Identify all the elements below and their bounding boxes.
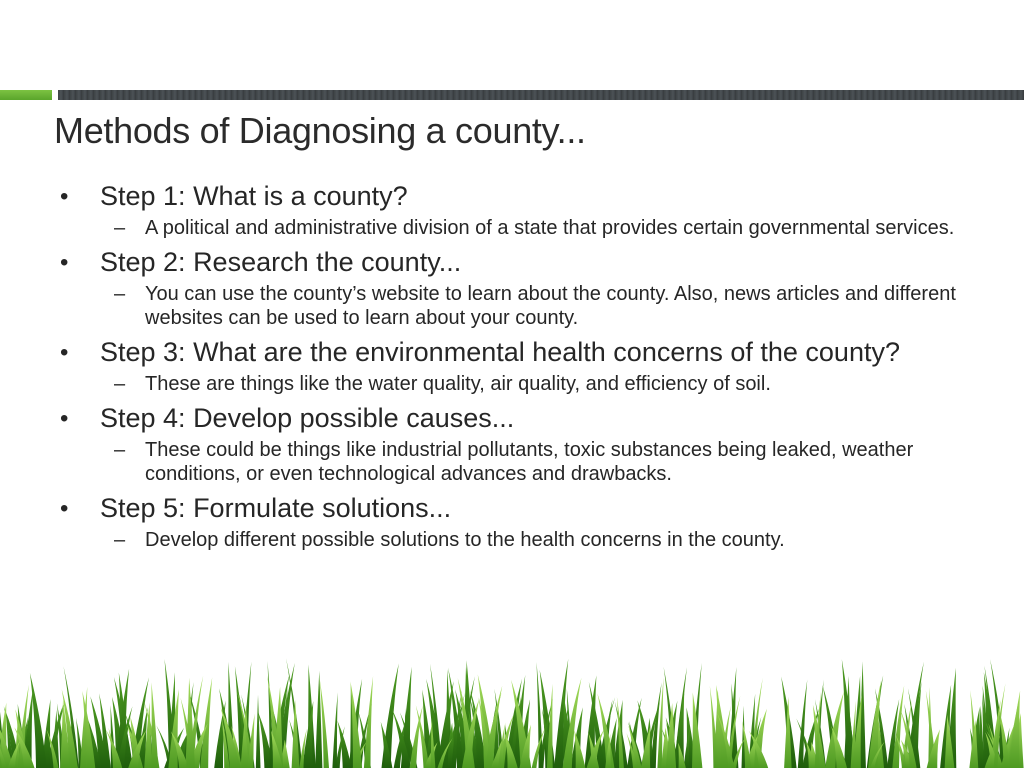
step-detail — [100, 282, 980, 330]
grass-blade — [151, 682, 158, 768]
step-item-2 — [60, 246, 980, 330]
dash-icon: – — [114, 529, 126, 551]
bullet-icon: • — [60, 183, 69, 210]
step-item-5 — [60, 492, 980, 552]
slide-title: Methods of Diagnosing a county... — [54, 110, 586, 151]
step-label: Step 3: What are the environmental health concerns of the county? — [100, 337, 900, 367]
step-details — [100, 528, 980, 552]
bullet-icon: • — [60, 339, 69, 366]
grass-blade — [410, 705, 423, 768]
step-details — [100, 216, 980, 240]
bullet-icon: • — [60, 249, 69, 276]
grass-blade — [30, 673, 47, 768]
dash-icon: – — [114, 439, 126, 461]
grass-blade — [382, 663, 399, 768]
step-label: Step 4: Develop possible causes... — [100, 403, 515, 433]
step-label: Step 5: Formulate solutions... — [100, 493, 452, 523]
step-detail-text: You can use the county’s website to learn about the county. Also, news articles and different websites can be used to learn about your county. — [145, 283, 956, 329]
grass-decoration — [0, 643, 1024, 768]
dash-icon: – — [114, 373, 126, 395]
grass-blade — [200, 677, 212, 768]
dash-icon: – — [114, 217, 126, 239]
bullet-icon: • — [60, 405, 69, 432]
step-item-4 — [60, 402, 980, 486]
step-details — [100, 282, 980, 330]
accent-bar-green — [0, 90, 52, 100]
grass-blade — [256, 695, 261, 768]
grass-blade — [364, 676, 373, 768]
step-detail-text: Develop different possible solutions to the health concerns in the county. — [145, 529, 785, 551]
grass-blade — [332, 692, 337, 768]
step-label: Step 2: Research the county... — [100, 247, 462, 277]
dash-icon: – — [114, 283, 126, 305]
step-detail — [100, 438, 980, 486]
step-detail — [100, 528, 980, 552]
step-label: Step 1: What is a county? — [100, 181, 408, 211]
grass-blades — [0, 658, 1024, 768]
step-detail-text: These could be things like industrial pollutants, toxic substances being leaked, weather conditions, or even technological advances and drawbacks. — [145, 439, 914, 485]
step-details — [100, 372, 980, 396]
step-item-1 — [60, 180, 980, 240]
step-item-3 — [60, 336, 980, 396]
step-detail-text: A political and administrative division of a state that provides certain governmental services. — [145, 217, 955, 239]
grass-blade — [302, 701, 313, 768]
grass-blade — [315, 671, 322, 768]
grass-blade — [1009, 691, 1020, 768]
accent-bar-dark — [58, 90, 1024, 100]
step-details — [100, 438, 980, 486]
bullet-icon: • — [60, 495, 69, 522]
step-list — [60, 180, 980, 558]
grass-blade — [684, 728, 690, 768]
step-detail — [100, 216, 980, 240]
step-detail — [100, 372, 980, 396]
step-detail-text: These are things like the water quality, air quality, and efficiency of soil. — [145, 373, 771, 395]
